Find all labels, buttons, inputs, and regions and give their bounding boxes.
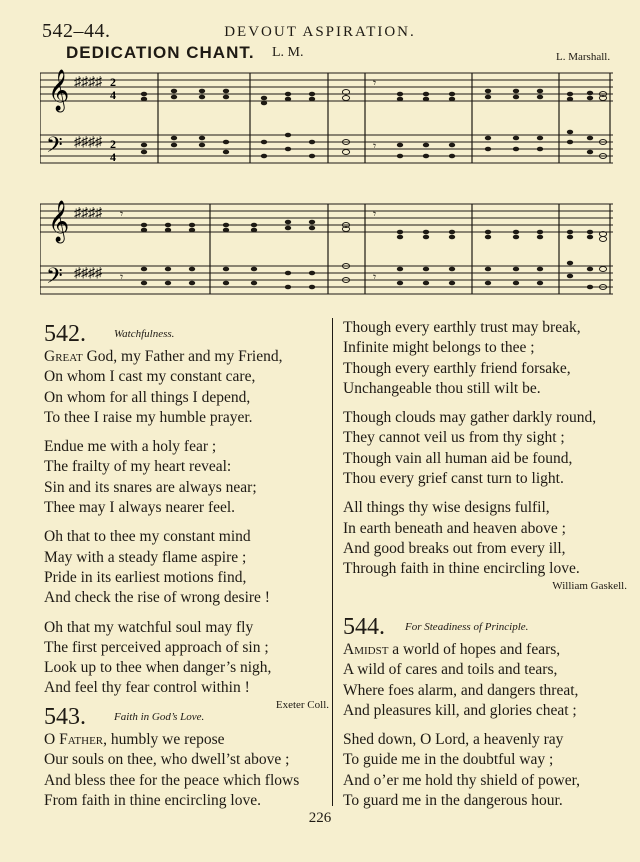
- hymn-number: 543.: [44, 704, 86, 730]
- hymn-543: [44, 704, 299, 811]
- music-system-1: [40, 62, 615, 174]
- verse-line: And good breaks out from every ill,: [343, 539, 566, 557]
- treble-staff-2: [40, 200, 613, 243]
- column-divider: [332, 318, 333, 806]
- key-signature-icon: ♯♯♯♯: [74, 75, 102, 90]
- bass-staff-1: [40, 133, 613, 164]
- treble-staff-1: [40, 69, 613, 112]
- hymn-number: 544.: [343, 614, 385, 640]
- verse-line: On whom for all things I depend,: [44, 388, 251, 406]
- hymn-544: [343, 614, 580, 811]
- tune-title: DEDICATION CHANT.: [66, 43, 255, 62]
- hymn-number: 542.: [44, 321, 86, 347]
- key-signature-icon: ♯♯♯♯: [74, 135, 102, 150]
- verse-line: Though every earthly trust may break,: [343, 319, 581, 336]
- hymn-subtitle: Faith in God’s Love.: [114, 711, 205, 723]
- verse-line: May with a steady flame aspire ;: [44, 548, 247, 566]
- notes: [141, 76, 607, 159]
- verse-line: And bless thee for the peace which flows: [44, 771, 300, 789]
- verse-line: Though vain all human aid be found,: [343, 449, 573, 467]
- verse-line: Though every earthly friend forsake,: [343, 359, 571, 377]
- hymn-subtitle: Watchfulness.: [114, 328, 175, 340]
- verse-line: Unchangeable thou still wilt be.: [343, 379, 541, 397]
- hymn-543-continued: [343, 318, 627, 592]
- verse-line: All things thy wise designs fulfil,: [343, 499, 550, 517]
- composer: L. Marshall.: [556, 51, 611, 63]
- svg-text:𝄾: 𝄾: [120, 270, 124, 284]
- key-signature-icon: ♯♯♯♯: [74, 266, 102, 281]
- verse-line: And check the rise of wrong desire !: [44, 589, 270, 607]
- svg-text:𝄾: 𝄾: [373, 76, 377, 90]
- notes: [120, 207, 607, 290]
- svg-text:4: 4: [110, 88, 116, 102]
- verse-line: From faith in thine encircling love.: [44, 791, 261, 809]
- hymn-attribution: Exeter Coll.: [275, 698, 329, 711]
- music-system-2: [40, 193, 615, 305]
- verse-line: They cannot veil us from thy sight ;: [343, 429, 565, 447]
- hymn-subtitle: For Steadiness of Principle.: [405, 621, 529, 633]
- treble-clef-icon: 𝄞: [48, 201, 70, 242]
- verse-line: Through faith in thine encircling love.: [343, 560, 580, 578]
- verse-line: O Father, humbly we repose: [44, 731, 225, 748]
- hymn-542: [44, 321, 329, 711]
- verse-line: In earth beneath and heaven above ;: [343, 519, 566, 537]
- verse-line: To guard me in the dangerous hour.: [343, 792, 563, 810]
- verse-line: A wild of cares and toils and tears,: [343, 661, 558, 679]
- verse-line: Thou every grief canst turn to light.: [343, 470, 564, 488]
- verse-line: Oh that my watchful soul may fly: [44, 618, 254, 636]
- verse-line: And pleasures kill, and glories cheat ;: [343, 701, 577, 719]
- verse-line: The frailty of my heart reveal:: [44, 458, 232, 476]
- verse-line: The first perceived approach of sin ;: [44, 638, 269, 656]
- svg-text:𝄾: 𝄾: [373, 139, 377, 153]
- page-heading: DEVOUT ASPIRATION.: [224, 24, 416, 40]
- verse-line: And feel thy fear control within !: [44, 679, 250, 697]
- verse-line: Endue me with a holy fear ;: [44, 438, 217, 456]
- hymn-attribution: William Gaskell.: [552, 579, 627, 592]
- verse-line: Pride in its earliest motions find,: [44, 568, 247, 586]
- verse-line: On whom I cast my constant care,: [44, 368, 256, 386]
- verse-line: Sin and its snares are always near;: [44, 478, 257, 496]
- verse-line: To thee I raise my humble prayer.: [44, 408, 253, 426]
- svg-text:2: 2: [110, 137, 116, 151]
- svg-text:𝄾: 𝄾: [373, 207, 377, 221]
- key-signature-icon: ♯♯♯♯: [74, 206, 102, 221]
- bass-clef-icon: 𝄢: [46, 264, 63, 294]
- verse-line: Though clouds may gather darkly round,: [343, 409, 597, 427]
- svg-text:𝄾: 𝄾: [373, 270, 377, 284]
- verse-line: Our souls on thee, who dwell’st above ;: [44, 751, 290, 769]
- svg-text:2: 2: [110, 75, 116, 89]
- verse-line: Oh that to thee my constant mind: [44, 528, 251, 546]
- svg-text:𝄾: 𝄾: [120, 207, 124, 221]
- verse-line: Shed down, O Lord, a heavenly ray: [343, 731, 564, 749]
- svg-text:4: 4: [110, 150, 116, 164]
- page-number: 226: [308, 810, 332, 826]
- treble-clef-icon: 𝄞: [48, 70, 70, 111]
- verse-line: Infinite might belongs to thee ;: [343, 339, 535, 357]
- verse-line: Look up to thee when danger’s nigh,: [44, 659, 272, 677]
- tune-meter: L. M.: [272, 45, 304, 60]
- verse-line: Thee may I always nearer feel.: [44, 499, 236, 517]
- verse-line: Amidst a world of hopes and fears,: [343, 641, 561, 658]
- verse-line: Great God, my Father and my Friend,: [44, 348, 283, 365]
- verse-line: Where foes alarm, and dangers threat,: [343, 681, 579, 699]
- bass-clef-icon: 𝄢: [46, 133, 63, 163]
- verse-line: To guide me in the doubtful way ;: [343, 751, 554, 769]
- page-range: 542–44.: [42, 20, 111, 42]
- verse-line: And o’er me hold thy shield of power,: [343, 771, 580, 789]
- bass-staff-2: [40, 264, 613, 294]
